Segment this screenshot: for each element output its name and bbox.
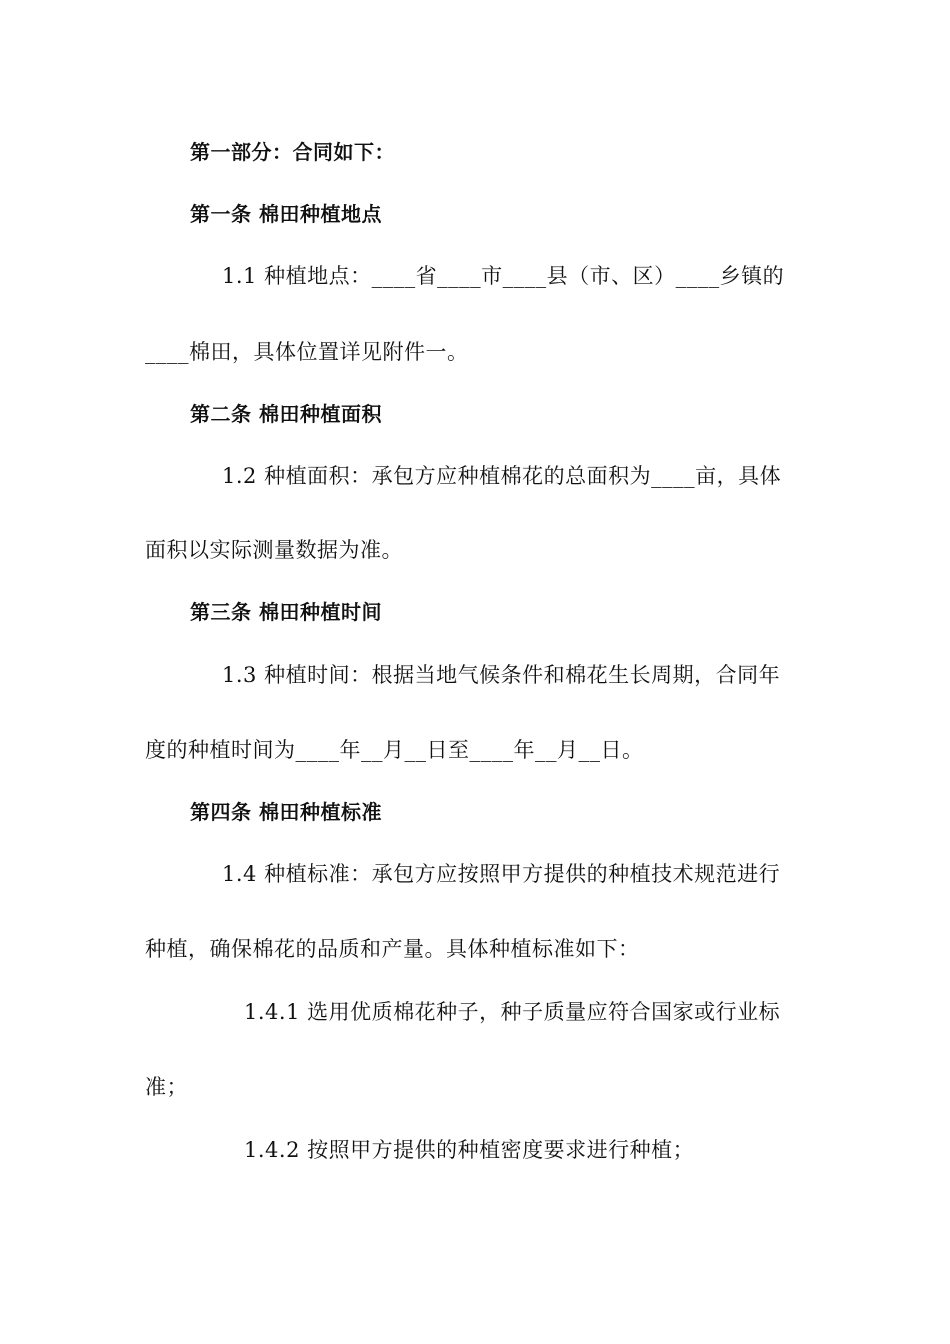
article4-text-line2: 种植，确保棉花的品质和产量。具体种植标准如下： (145, 937, 640, 961)
article2-text-line1: 1.2 种植面积：承包方应种植棉花的总面积为____亩，具体 (222, 464, 782, 488)
article2-heading: 第二条 棉田种植面积 (190, 402, 382, 426)
article4-item1-line1: 1.4.1 选用优质棉花种子，种子质量应符合国家或行业标 (244, 1000, 781, 1024)
article4-heading: 第四条 棉田种植标准 (190, 800, 382, 824)
article4-item2-line1: 1.4.2 按照甲方提供的种植密度要求进行种植； (244, 1138, 695, 1162)
article2-text-line2: 面积以实际测量数据为准。 (145, 538, 403, 562)
article3-text-line2: 度的种植时间为____年__月__日至____年__月__日。 (145, 738, 644, 762)
article3-heading: 第三条 棉田种植时间 (190, 600, 382, 624)
article3-text-line1: 1.3 种植时间：根据当地气候条件和棉花生长周期，合同年 (222, 663, 781, 687)
article1-heading: 第一条 棉田种植地点 (190, 202, 382, 226)
part-heading: 第一部分：合同如下： (190, 140, 395, 164)
article1-text-line2: ____棉田，具体位置详见附件一。 (145, 340, 469, 364)
article4-text-line1: 1.4 种植标准：承包方应按照甲方提供的种植技术规范进行 (222, 862, 781, 886)
article4-item1-line2: 准； (145, 1075, 188, 1099)
article1-text-line1: 1.1 种植地点：____省____市____县（市、区）____乡镇的 (222, 264, 785, 288)
